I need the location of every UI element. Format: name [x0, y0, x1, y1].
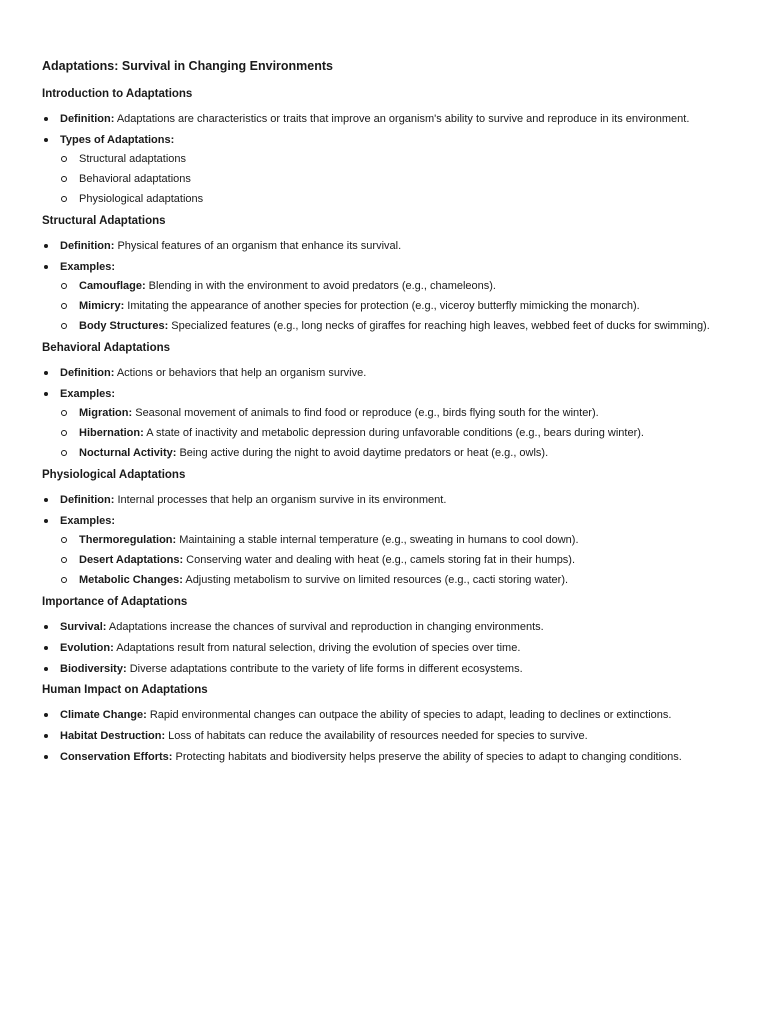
item-text: Adaptations are characteristics or traits that improve an organism's ability to survive and reproduce in its environment.: [114, 113, 690, 125]
sub-list-item: [60, 533, 748, 547]
sub-item-term: Metabolic Changes:: [79, 574, 183, 586]
sub-list: [60, 152, 748, 206]
section-heading: Human Impact on Adaptations: [42, 684, 208, 696]
section-heading: Introduction to Adaptations: [42, 88, 193, 100]
sub-item-text: Seasonal movement of animals to find food or reproduce (e.g., birds flying south for the winter).: [132, 407, 599, 419]
item-term: Definition:: [60, 240, 115, 252]
sub-item-text: Conserving water and dealing with heat (e.g., camels storing fat in their humps).: [183, 554, 576, 566]
item-text: Diverse adaptations contribute to the variety of life forms in different ecosystems.: [126, 663, 523, 675]
sub-item-text: Physiological adaptations: [79, 193, 204, 205]
item-text: Rapid environmental changes can outpace the ability of species to adapt, leading to declines or extinctions.: [146, 709, 672, 721]
item-term: Survival:: [60, 621, 107, 633]
sub-list-item: [60, 426, 748, 440]
sub-list-item: [60, 299, 748, 313]
item-text: Adaptations result from natural selection, driving the evolution of species over time.: [113, 642, 521, 654]
sub-item-text: Imitating the appearance of another species for protection (e.g., viceroy butterfly mimicking the monarch).: [124, 300, 640, 312]
sub-list-item: [60, 406, 748, 420]
sub-item-text: Structural adaptations: [79, 153, 187, 165]
list-item: [42, 112, 748, 126]
sub-list: [60, 279, 748, 333]
item-text: Loss of habitats can reduce the availability of resources needed for species to survive.: [165, 730, 588, 742]
list-item: [42, 366, 748, 380]
sub-list-item: [60, 152, 748, 166]
list-item: [42, 641, 748, 655]
item-term: Types of Adaptations:: [60, 134, 175, 146]
section: [42, 595, 748, 676]
item-term: Definition:: [60, 367, 115, 379]
list-item: [42, 514, 748, 587]
section-heading: Physiological Adaptations: [42, 469, 186, 481]
item-term: Habitat Destruction:: [60, 730, 166, 742]
sub-list-item: [60, 192, 748, 206]
sub-item-text: Being active during the night to avoid daytime predators or heat (e.g., owls).: [176, 447, 549, 459]
bullet-list: [42, 708, 748, 764]
section: [42, 214, 748, 333]
list-item: [42, 493, 748, 507]
sub-item-text: Blending in with the environment to avoid predators (e.g., chameleons).: [145, 280, 496, 292]
item-term: Examples:: [60, 388, 116, 400]
sub-item-term: Body Structures:: [79, 320, 169, 332]
sub-item-text: A state of inactivity and metabolic depression during unfavorable conditions (e.g., bears during winter).: [143, 427, 644, 439]
sub-list-item: [60, 172, 748, 186]
item-term: Climate Change:: [60, 709, 147, 721]
bullet-list: [42, 620, 748, 676]
section-heading: Behavioral Adaptations: [42, 342, 171, 354]
section: [42, 87, 748, 206]
sub-item-term: Desert Adaptations:: [79, 554, 184, 566]
sub-list: [60, 406, 748, 460]
list-item: [42, 239, 748, 253]
list-item: [42, 133, 748, 206]
item-term: Evolution:: [60, 642, 114, 654]
bullet-list: [42, 239, 748, 333]
sub-item-term: Camouflage:: [79, 280, 146, 292]
sub-item-text: Behavioral adaptations: [79, 173, 191, 185]
sub-list-item: [60, 573, 748, 587]
sub-item-text: Maintaining a stable internal temperature (e.g., sweating in humans to cool down).: [176, 534, 579, 546]
section: [42, 468, 748, 587]
sub-list-item: [60, 446, 748, 460]
sub-list-item: [60, 279, 748, 293]
list-item: [42, 260, 748, 333]
item-term: Definition:: [60, 113, 115, 125]
item-term: Examples:: [60, 515, 116, 527]
sub-item-text: Specialized features (e.g., long necks of giraffes for reaching high leaves, webbed feet of ducks for swimming).: [168, 320, 710, 332]
item-text: Adaptations increase the chances of survival and reproduction in changing environments.: [106, 621, 544, 633]
item-term: Conservation Efforts:: [60, 751, 173, 763]
sub-list-item: [60, 319, 748, 333]
sub-item-term: Hibernation:: [79, 427, 144, 439]
sub-item-text: Adjusting metabolism to survive on limited resources (e.g., cacti storing water).: [182, 574, 569, 586]
bullet-list: [42, 112, 748, 206]
sub-list: [60, 533, 748, 587]
section-heading: Importance of Adaptations: [42, 596, 188, 608]
sub-list-item: [60, 553, 748, 567]
item-text: Internal processes that help an organism survive in its environment.: [114, 494, 447, 506]
item-term: Examples:: [60, 261, 116, 273]
item-text: Protecting habitats and biodiversity helps preserve the ability of species to adapt to changing conditions.: [172, 751, 682, 763]
list-item: [42, 750, 748, 764]
list-item: [42, 708, 748, 722]
section: [42, 683, 748, 764]
item-text: Physical features of an organism that enhance its survival.: [114, 240, 402, 252]
document-body: [42, 87, 748, 764]
list-item: [42, 662, 748, 676]
item-text: Actions or behaviors that help an organism survive.: [114, 367, 367, 379]
sub-item-term: Mimicry:: [79, 300, 125, 312]
page-title: Adaptations: Survival in Changing Environments: [42, 59, 334, 73]
sub-item-term: Migration:: [79, 407, 133, 419]
section: [42, 341, 748, 460]
section-heading: Structural Adaptations: [42, 215, 166, 227]
item-term: Biodiversity:: [60, 663, 127, 675]
bullet-list: [42, 493, 748, 587]
sub-item-term: Thermoregulation:: [79, 534, 177, 546]
sub-item-term: Nocturnal Activity:: [79, 447, 177, 459]
list-item: [42, 620, 748, 634]
list-item: [42, 387, 748, 460]
list-item: [42, 729, 748, 743]
item-term: Definition:: [60, 494, 115, 506]
bullet-list: [42, 366, 748, 460]
